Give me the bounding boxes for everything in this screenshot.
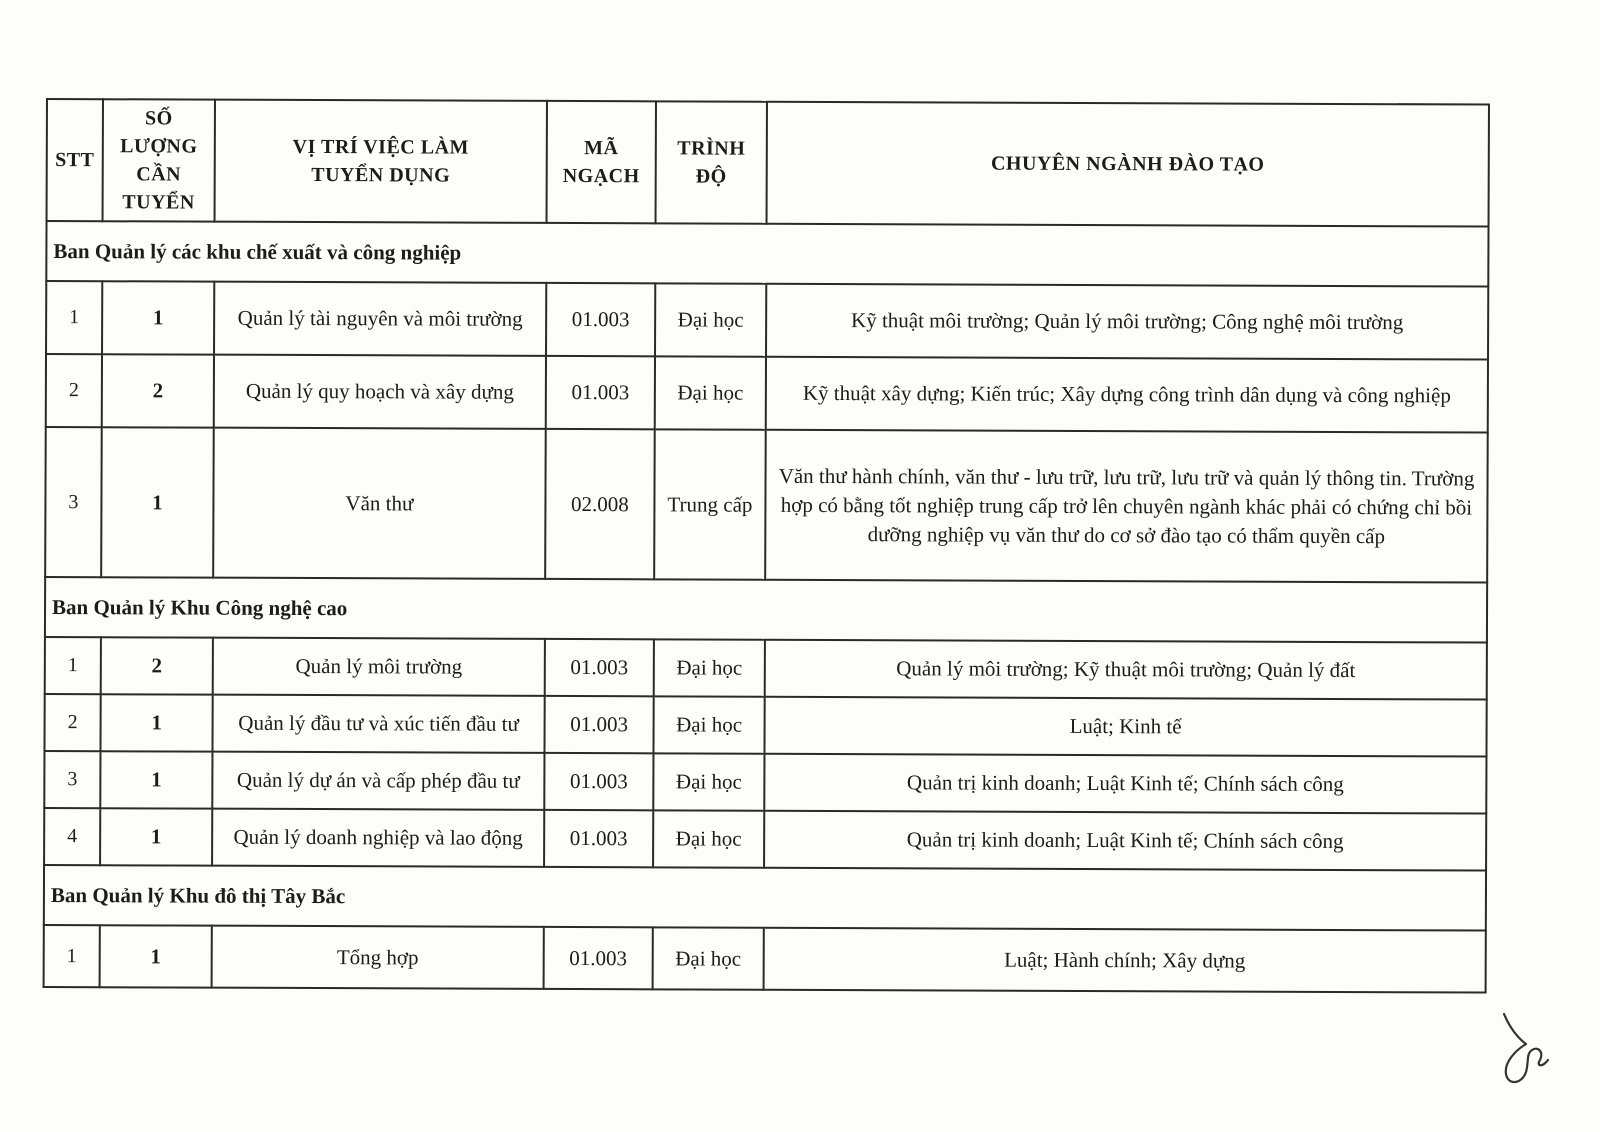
section-title: Ban Quản lý các khu chế xuất và công nghiệp: [46, 221, 1488, 287]
cell-position: Quản lý quy hoạch và xây dựng: [214, 355, 546, 429]
cell-major: Kỹ thuật xây dựng; Kiến trúc; Xây dựng công trình dân dụng và công nghiệp: [766, 357, 1488, 433]
cell-qty: 1: [100, 925, 212, 987]
header-ma-ngach: MÃ NGẠCH: [547, 101, 656, 223]
table-row: [46, 281, 1488, 360]
cell-stt: 3: [44, 751, 100, 808]
cell-stt: 1: [46, 281, 102, 354]
cell-stt: 3: [45, 427, 102, 577]
cell-qty: 1: [101, 427, 214, 577]
cell-level: Đại học: [653, 927, 764, 989]
cell-stt: 1: [44, 925, 100, 987]
recruitment-table: [43, 98, 1490, 994]
cell-qty: 1: [100, 751, 212, 808]
cell-position: Văn thư: [213, 428, 546, 579]
cell-code: 02.008: [545, 429, 655, 579]
cell-major: Quản trị kinh doanh; Luật Kinh tế; Chính sách công: [764, 754, 1486, 814]
cell-level: Đại học: [654, 639, 765, 696]
header-row: [47, 99, 1489, 227]
cell-code: 01.003: [546, 283, 655, 356]
cell-code: 01.003: [544, 927, 653, 989]
table-row: [44, 808, 1486, 871]
cell-position: Quản lý tài nguyên và môi trường: [214, 282, 546, 356]
cell-qty: 1: [100, 808, 212, 865]
cell-code: 01.003: [545, 639, 654, 696]
cell-qty: 1: [102, 281, 214, 354]
table-row: [44, 751, 1486, 814]
header-vi-tri: VỊ TRÍ VIỆC LÀM TUYỂN DỤNG: [215, 100, 547, 223]
cell-qty: 1: [100, 694, 212, 751]
header-stt: STT: [47, 99, 103, 221]
cell-position: Tổng hợp: [212, 926, 544, 989]
cell-level: Đại học: [653, 753, 764, 810]
section-row: [45, 577, 1487, 643]
cell-code: 01.003: [544, 696, 653, 753]
cell-stt: 4: [44, 808, 100, 865]
cell-qty: 2: [102, 354, 214, 427]
cell-major: Văn thư hành chính, văn thư - lưu trữ, lưu trữ, lưu trữ và quản lý thông tin. Trường hợp có bằng tốt nghiệp trung cấp trở lên chuyên ngành khác phải có chứng chỉ bồi dưỡng nghiệp vụ văn thư do cơ sở đào tạo có thẩm quyền cấp: [765, 430, 1488, 583]
section-row: [44, 865, 1486, 931]
cell-level: Đại học: [653, 810, 764, 867]
table-row: [45, 427, 1488, 583]
header-trinh-do: TRÌNH ĐỘ: [656, 101, 767, 223]
cell-level: Trung cấp: [654, 429, 766, 579]
cell-major: Luật; Kinh tế: [764, 697, 1486, 757]
cell-major: Luật; Hành chính; Xây dựng: [764, 928, 1486, 993]
cell-stt: 1: [45, 637, 101, 694]
cell-major: Quản lý môi trường; Kỹ thuật môi trường; Quản lý đất: [765, 640, 1487, 700]
cell-position: Quản lý doanh nghiệp và lao động: [212, 809, 544, 867]
cell-code: 01.003: [546, 356, 655, 429]
document-page: [43, 98, 1488, 994]
table-row: [44, 694, 1486, 757]
cell-position: Quản lý dự án và cấp phép đầu tư: [212, 752, 544, 810]
section-row: [46, 221, 1488, 287]
cell-major: Quản trị kinh doanh; Luật Kinh tế; Chính sách công: [764, 811, 1486, 871]
table-row: [45, 637, 1487, 700]
cell-level: Đại học: [655, 283, 766, 356]
cell-code: 01.003: [544, 810, 653, 867]
cell-stt: 2: [46, 354, 102, 427]
section-title: Ban Quản lý Khu đô thị Tây Bắc: [44, 865, 1486, 931]
cell-code: 01.003: [544, 753, 653, 810]
cell-level: Đại học: [655, 356, 766, 429]
header-so-luong: SỐ LƯỢNG CẦN TUYỂN: [103, 99, 215, 221]
section-title: Ban Quản lý Khu Công nghệ cao: [45, 577, 1487, 643]
header-chuyen-nganh: CHUYÊN NGÀNH ĐÀO TẠO: [767, 102, 1489, 227]
table-row: [44, 925, 1486, 993]
cell-stt: 2: [44, 694, 100, 751]
cell-qty: 2: [101, 637, 213, 694]
cell-major: Kỹ thuật môi trường; Quản lý môi trường; Công nghệ môi trường: [766, 284, 1488, 360]
signature-mark: [1496, 1010, 1556, 1090]
cell-level: Đại học: [653, 696, 764, 753]
cell-position: Quản lý môi trường: [213, 638, 545, 696]
table-row: [46, 354, 1488, 433]
cell-position: Quản lý đầu tư và xúc tiến đầu tư: [212, 695, 544, 753]
